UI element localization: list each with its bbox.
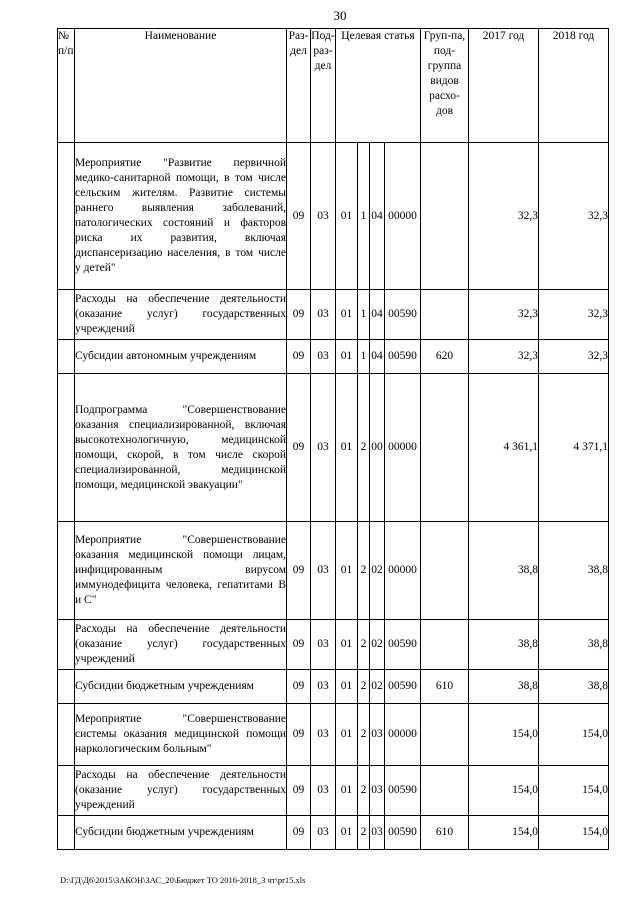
cell-t2: 2 [358,766,370,816]
cell-num [58,766,75,816]
cell-t2: 2 [358,522,370,620]
cell-t3: 04 [370,340,385,374]
cell-v2017: 38,8 [469,620,539,670]
cell-group [421,704,469,766]
cell-v2018: 154,0 [539,704,609,766]
cell-podrazdel: 03 [311,670,336,704]
cell-group [421,290,469,340]
cell-t1: 01 [336,620,358,670]
cell-v2018: 4 371,1 [539,374,609,522]
cell-v2018: 38,8 [539,522,609,620]
cell-v2017: 32,3 [469,143,539,290]
cell-t1: 01 [336,766,358,816]
cell-podrazdel: 03 [311,290,336,340]
cell-v2018: 38,8 [539,670,609,704]
cell-t2: 1 [358,290,370,340]
cell-t2: 2 [358,670,370,704]
cell-v2018: 32,3 [539,290,609,340]
cell-razdel: 09 [287,522,311,620]
cell-v2017: 38,8 [469,670,539,704]
cell-razdel: 09 [287,340,311,374]
cell-t3: 03 [370,766,385,816]
cell-v2017: 154,0 [469,704,539,766]
cell-razdel: 09 [287,670,311,704]
cell-t1: 01 [336,143,358,290]
cell-t4: 00590 [385,290,421,340]
cell-t3: 03 [370,816,385,850]
header-2017: 2017 год [469,29,539,143]
cell-num [58,704,75,766]
cell-t4: 00590 [385,816,421,850]
cell-name: Субсидии бюджетным учреждениям [75,670,287,704]
cell-t3: 04 [370,143,385,290]
cell-v2017: 154,0 [469,766,539,816]
cell-v2017: 32,3 [469,340,539,374]
cell-v2018: 154,0 [539,766,609,816]
cell-t3: 02 [370,620,385,670]
cell-razdel: 09 [287,704,311,766]
cell-v2018: 32,3 [539,143,609,290]
cell-v2017: 154,0 [469,816,539,850]
table-row [58,816,609,850]
cell-t3: 02 [370,670,385,704]
cell-t1: 01 [336,670,358,704]
cell-name: Мероприятие "Совершенствование оказания медицинской помощи лицам, инфицированным вирусом иммунодефицита человека, гепатитами В и С" [75,522,287,620]
cell-v2017: 32,3 [469,290,539,340]
cell-group [421,766,469,816]
cell-t1: 01 [336,340,358,374]
cell-t2: 2 [358,704,370,766]
table-header-row [58,29,609,143]
cell-group [421,374,469,522]
footer-path: D:\ГД\Д6\2015\ЗАКОН\ЗАС_20\Бюджет ТО 2016-2018_3 чт\pr15.xls [60,875,306,885]
cell-t4: 00000 [385,374,421,522]
table-row [58,522,609,620]
cell-t2: 2 [358,816,370,850]
cell-t4: 00590 [385,670,421,704]
cell-t2: 1 [358,340,370,374]
table-row [58,340,609,374]
cell-num [58,143,75,290]
cell-group: 610 [421,670,469,704]
cell-razdel: 09 [287,766,311,816]
cell-name: Субсидии автономным учреждениям [75,340,287,374]
cell-v2017: 38,8 [469,522,539,620]
cell-t4: 00590 [385,340,421,374]
cell-name: Мероприятие "Совершенствование системы оказания медицинской помощи наркологическим больным" [75,704,287,766]
cell-razdel: 09 [287,620,311,670]
cell-group [421,620,469,670]
cell-podrazdel: 03 [311,143,336,290]
cell-num [58,816,75,850]
cell-v2018: 38,8 [539,620,609,670]
table-row [58,374,609,522]
cell-t3: 00 [370,374,385,522]
budget-table [57,28,609,850]
cell-num [58,374,75,522]
cell-group [421,522,469,620]
cell-v2018: 32,3 [539,340,609,374]
cell-name: Расходы на обеспечение деятельности (оказание услуг) государственных учреждений [75,620,287,670]
cell-razdel: 09 [287,143,311,290]
header-target: Целевая статья [336,29,421,143]
cell-podrazdel: 03 [311,766,336,816]
cell-name: Расходы на обеспечение деятельности (оказание услуг) государственных учреждений [75,766,287,816]
cell-podrazdel: 03 [311,522,336,620]
cell-name: Подпрограмма "Совершенствование оказания специализированной, включая высокотехнологичную, медицинской помощи, скорой, в том числе скорой специализированной, медицинской помощи, медицинской эвакуации" [75,374,287,522]
table-row [58,143,609,290]
cell-num [58,340,75,374]
cell-t2: 2 [358,620,370,670]
cell-v2017: 4 361,1 [469,374,539,522]
cell-t2: 1 [358,143,370,290]
cell-group [421,143,469,290]
cell-name: Мероприятие "Развитие первичной медико-санитарной помощи, в том числе сельским жителям. Развитие системы раннего выявления заболеваний, патологических состояний и факторов риска их развития, включая диспансеризацию населения, в том числе у детей" [75,143,287,290]
cell-t4: 00000 [385,522,421,620]
table-row [58,704,609,766]
cell-t1: 01 [336,290,358,340]
cell-t3: 03 [370,704,385,766]
cell-podrazdel: 03 [311,620,336,670]
cell-t1: 01 [336,522,358,620]
header-name: Наименование [75,29,287,143]
table-row [58,670,609,704]
cell-num [58,522,75,620]
cell-t2: 2 [358,374,370,522]
header-podrazdel: Под-раз-дел [311,29,336,143]
cell-razdel: 09 [287,374,311,522]
cell-v2018: 154,0 [539,816,609,850]
cell-t1: 01 [336,816,358,850]
table-row [58,290,609,340]
cell-razdel: 09 [287,290,311,340]
cell-num [58,620,75,670]
cell-num [58,290,75,340]
cell-t4: 00590 [385,766,421,816]
cell-t1: 01 [336,704,358,766]
header-group: Груп-па, под-группа видов расхо-дов [421,29,469,143]
cell-podrazdel: 03 [311,374,336,522]
cell-num [58,670,75,704]
cell-group: 620 [421,340,469,374]
cell-razdel: 09 [287,816,311,850]
header-num: № п/п [58,29,75,143]
page-number: 30 [333,8,347,23]
cell-t4: 00590 [385,620,421,670]
cell-t3: 02 [370,522,385,620]
cell-t1: 01 [336,374,358,522]
cell-t4: 00000 [385,704,421,766]
cell-podrazdel: 03 [311,704,336,766]
cell-podrazdel: 03 [311,340,336,374]
header-razdel: Раз-дел [287,29,311,143]
table-row [58,766,609,816]
cell-group: 610 [421,816,469,850]
header-2018: 2018 год [539,29,609,143]
cell-name: Расходы на обеспечение деятельности (оказание услуг) государственных учреждений [75,290,287,340]
cell-t4: 00000 [385,143,421,290]
cell-name: Субсидии бюджетным учреждениям [75,816,287,850]
cell-t3: 04 [370,290,385,340]
cell-podrazdel: 03 [311,816,336,850]
table-row [58,620,609,670]
